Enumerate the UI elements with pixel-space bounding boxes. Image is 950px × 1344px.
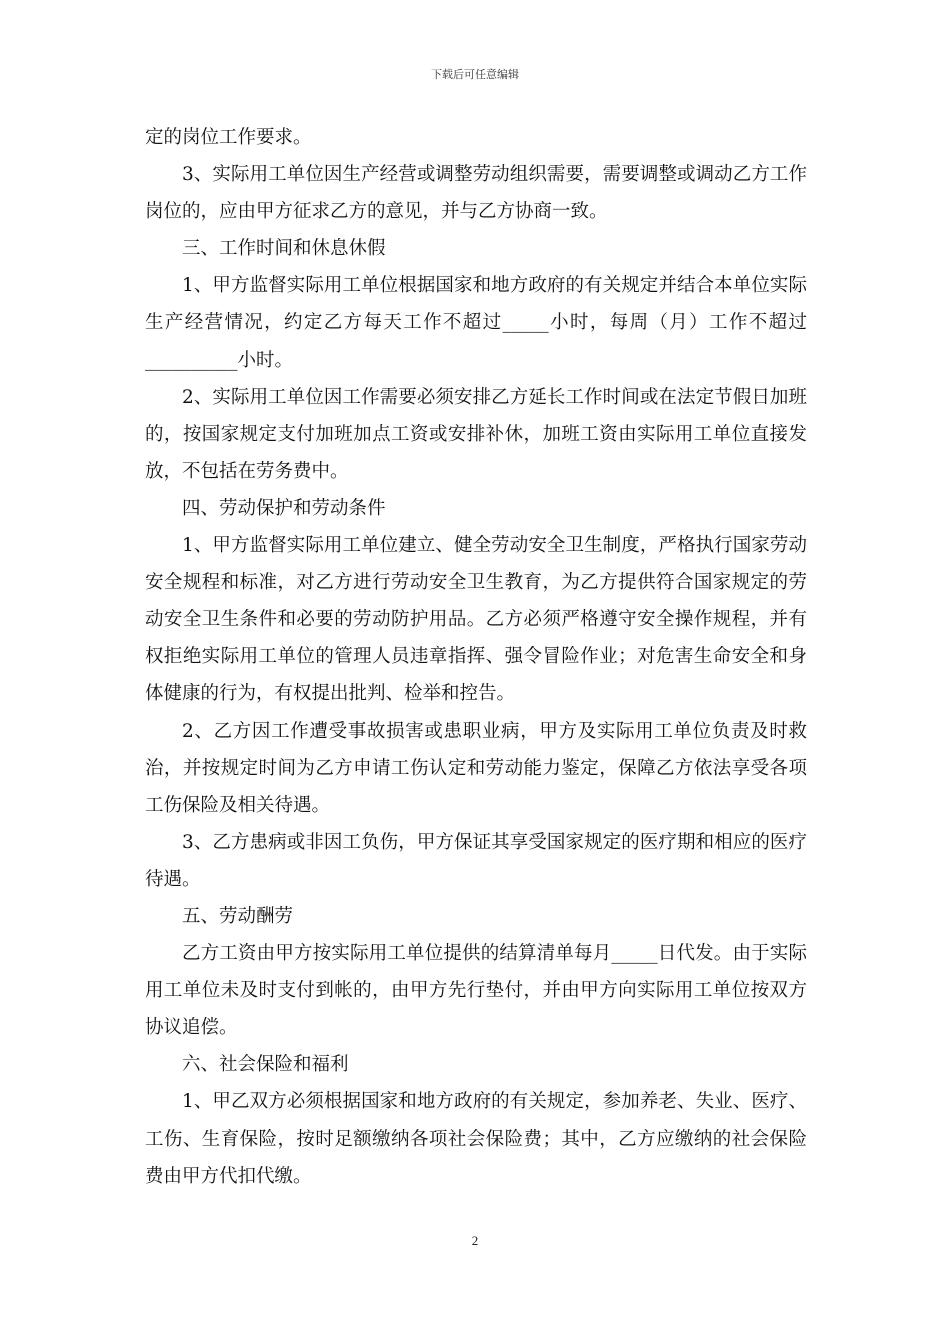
paragraph: 2、实际用工单位因工作需要必须安排乙方延长工作时间或在法定节假日加班的，按国家规定支付加班加点工资或安排补休，加班工资由实际用工单位直接发放，不包括在劳务费中。 <box>145 386 807 482</box>
paragraph: 3、乙方患病或非因工负伤，甲方保证其享受国家规定的医疗期和相应的医疗待遇。 <box>145 831 807 890</box>
section-heading: 三、工作时间和休息休假 <box>182 238 386 260</box>
page-header: 下载后可任意编辑 <box>431 68 519 81</box>
paragraph: 2、乙方因工作遭受事故损害或患职业病，甲方及实际用工单位负责及时救治，并按规定时间为乙方申请工伤认定和劳动能力鉴定，保障乙方依法享受各项工伤保险及相关待遇。 <box>145 720 807 816</box>
section-heading: 五、劳动酬劳 <box>182 905 294 927</box>
paragraph: 1、甲方监督实际用工单位根据国家和地方政府的有关规定并结合本单位实际生产经营情况，约定乙方每天工作不超过_____小时，每周（月）工作不超过__________小时。 <box>145 275 807 371</box>
page-number: 2 <box>471 1233 479 1248</box>
paragraph: 3、实际用工单位因生产经营或调整劳动组织需要，需要调整或调动乙方工作岗位的，应由甲方征求乙方的意见，并与乙方协商一致。 <box>145 164 807 223</box>
paragraph: 1、甲方监督实际用工单位建立、健全劳动安全卫生制度，严格执行国家劳动安全规程和标准，对乙方进行劳动安全卫生教育，为乙方提供符合国家规定的劳动安全卫生条件和必要的劳动防护用品。乙方必须严格遵守安全操作规程，并有权拒绝实际用工单位的管理人员违章指挥、强令冒险作业；对危害生命安全和身体健康的行为，有权提出批判、检举和控告。 <box>145 535 807 705</box>
section-heading: 六、社会保险和福利 <box>182 1054 349 1076</box>
document-body <box>145 119 807 1195</box>
paragraph: 定的岗位工作要求。 <box>145 127 312 148</box>
paragraph: 乙方工资由甲方按实际用工单位提供的结算清单每月_____日代发。由于实际用工单位未及时支付到帐的，由甲方先行垫付，并由甲方向实际用工单位按双方协议追偿。 <box>145 943 807 1039</box>
paragraph: 1、甲乙双方必须根据国家和地方政府的有关规定，参加养老、失业、医疗、工伤、生育保险，按时足额缴纳各项社会保险费；其中，乙方应缴纳的社会保险费由甲方代扣代缴。 <box>145 1091 807 1187</box>
section-heading: 四、劳动保护和劳动条件 <box>182 497 386 519</box>
